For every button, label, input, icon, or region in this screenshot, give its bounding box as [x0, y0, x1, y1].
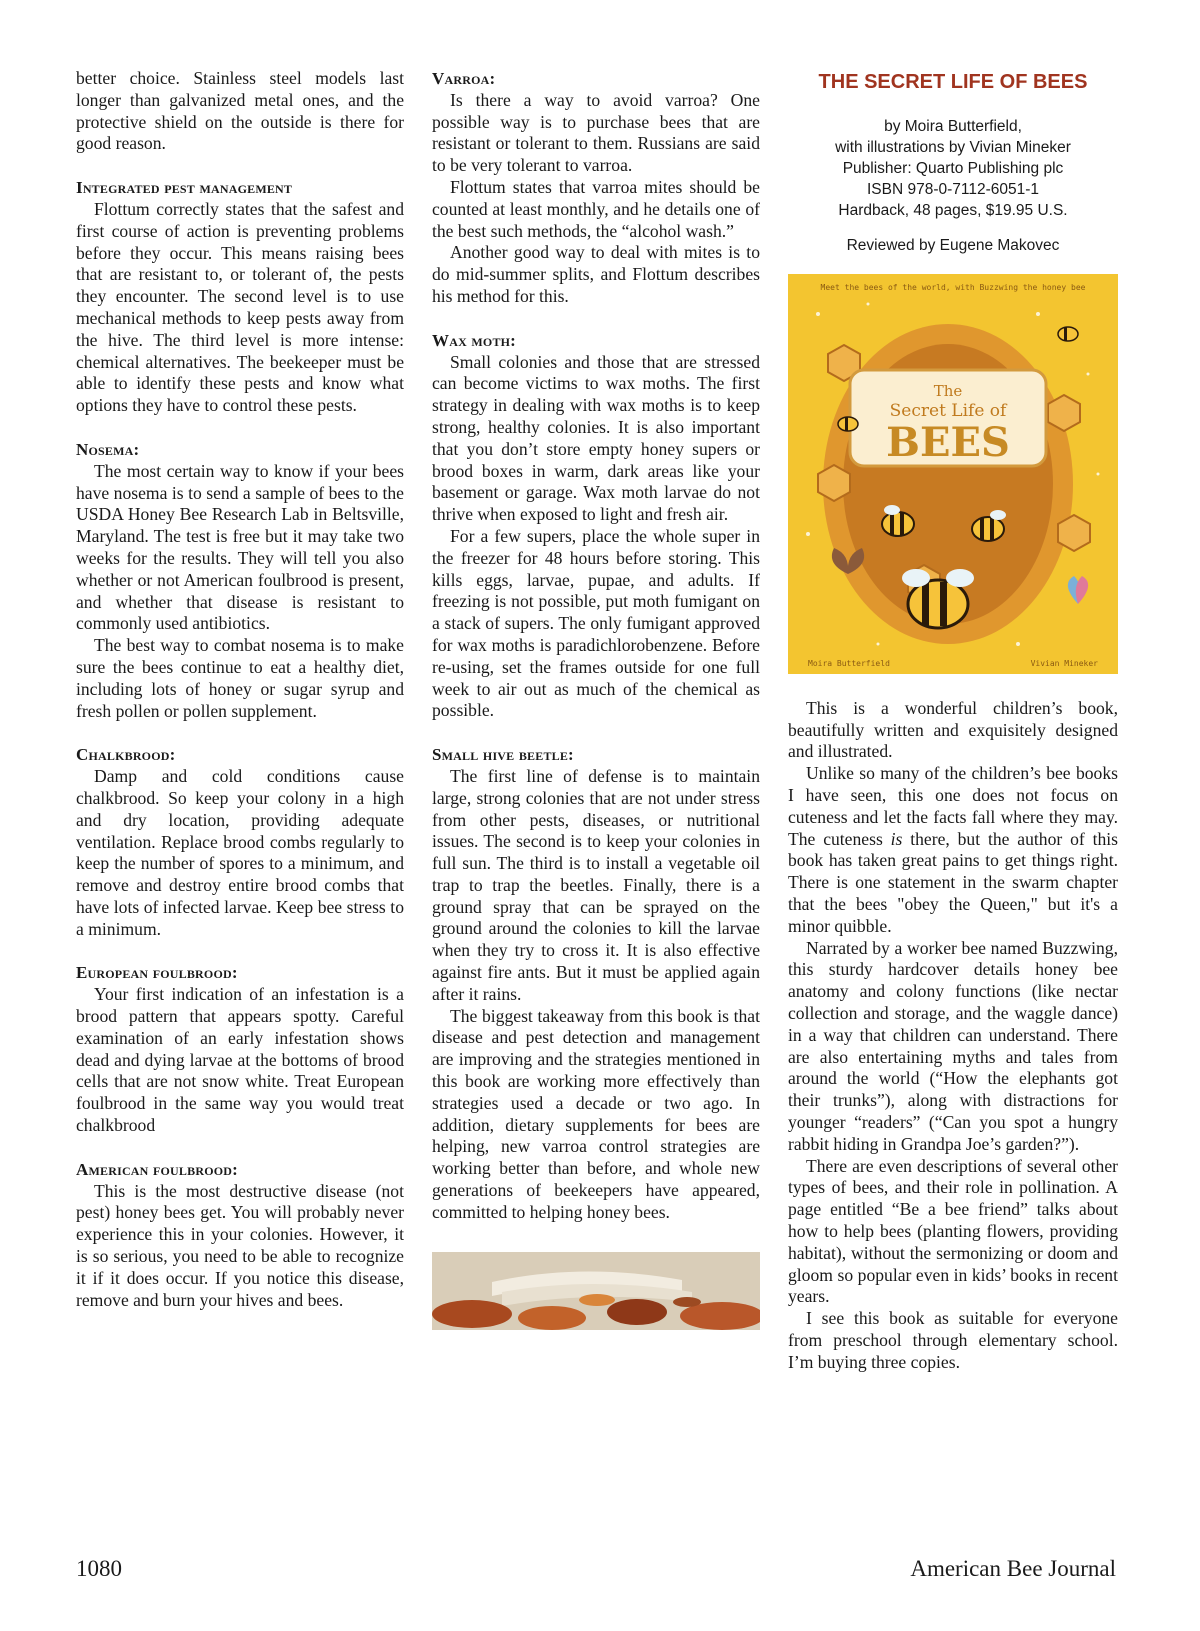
book-review: [788, 68, 1118, 1374]
photo-illustration: [432, 1252, 760, 1330]
paragraph: Another good way to deal with mites is to do mid-summer splits, and Flottum describes his method for this.: [432, 242, 760, 306]
autumn-leaves-book-photo: [432, 1252, 760, 1330]
text-span: there, but the author of this book has taken great pains to get things right. There is one statement in the swarm chapter that the bees "obey the Queen," but it's a minor quibble.: [788, 828, 1118, 936]
section-heading-efb: European foulbrood:: [76, 963, 238, 983]
section-heading-afb: American foulbrood:: [76, 1159, 238, 1179]
section-heading-small-hive-beetle: Small hive beetle:: [432, 745, 574, 765]
review-reviewer: Reviewed by Eugene Makovec: [846, 236, 1060, 254]
review-publisher: Publisher: Quarto Publishing plc: [842, 159, 1064, 177]
paragraph: Narrated by a worker bee named Buzzwing, this sturdy hardcover details honey bee anatomy and colony functions (like nectar collection and storage, and the waggle dance) in a way that children can understand. There are also entertaining myths and tales from around the world (“How the elephants got their trunks”), along with distractions for younger “readers” (“Can you spot a hungry rabbit hiding in Grandpa Joe’s garden?”).: [788, 937, 1118, 1154]
cover-author: Moira Butterfield: [808, 658, 890, 668]
bee-icon: [1058, 327, 1078, 341]
paragraph: I see this book as suitable for everyone from preschool through elementary school. I’m buying three copies.: [788, 1308, 1118, 1372]
paragraph: The most certain way to know if your bees have nosema is to send a sample of bees to the USDA Honey Bee Research Lab in Beltsville, Maryland. The test is free but it may take two weeks for the results. They will tell you also whether or not American foulbrood is present, and whether that disease is resistant to commonly used antibiotics.: [76, 460, 404, 634]
paragraph: Flottum correctly states that the safest and first course of action is preventing problems before they occur. This means raising bees that are resistant to, or tolerant of, the pests they encounter. The second level is to use mechanical methods to keep pests away from the hive. The third level is more intense: chemical alternatives. The beekeeper must be able to identify these pests and know what options they have to control these pests.: [76, 198, 404, 416]
book-cover-illustration: [788, 274, 1118, 674]
review-title: THE SECRET LIFE OF BEES: [818, 71, 1088, 93]
paragraph: Small colonies and those that are stressed can become victims to wax moths. The first strategy in dealing with wax moths is to keep strong, healthy colonies. It is also important that you don’t store empty honey supers or brood boxes in warm, dark areas like your basement or garage. Wax moth larvae do not thrive when exposed to light and fresh air.: [432, 351, 760, 525]
section-heading-varroa: Varroa:: [432, 69, 496, 88]
bee-icon: [838, 417, 858, 431]
review-author: by Moira Butterfield,: [884, 117, 1022, 135]
paragraph: There are even descriptions of several other types of bees, and their role in pollination. A page entitled “Be a bee friend” talks about how to help bees (planting flowers, providing habitat), without the sermonizing or doom and gloom so popular even in kids’ books in recent years.: [788, 1155, 1118, 1307]
review-format: Hardback, 48 pages, $19.95 U.S.: [838, 201, 1068, 219]
cover-illustrator: Vivian Mineker: [1030, 658, 1098, 668]
review-isbn: ISBN 978-0-7112-6051-1: [866, 180, 1040, 198]
paragraph: Your first indication of an infestation is a brood pattern that appears spotty. Careful examination of an early infestation shows dead and dying larvae at the bottoms of brood cells that are not snow white. Treat European foulbrood in the same way you would treat chalkbrood: [76, 984, 404, 1136]
paragraph: This is a wonderful children’s book, beautifully written and exquisitely designed and illustrated.: [788, 697, 1118, 762]
column-2: [432, 68, 760, 1330]
paragraph: For a few supers, place the whole super in the freezer for 48 hours before storing. This kills eggs, larvae, pupae, and adults. If freezing is not possible, put moth fumigant on a stack of supers. The only fumigant approved for wax moths is paradichlorobenzene. Before re-using, set the frames outside for one full week to air out as much of the chemical as possible.: [432, 525, 760, 721]
cover-tagline: Meet the bees of the world, with Buzzwing the honey bee: [820, 282, 1086, 292]
paragraph: This is the most destructive disease (not pest) honey bees get. You will probably never experience this in your colonies. However, it is so serious, you need to be able to recognize it if it does occur. If you notice this disease, remove and burn your hives and bees.: [76, 1180, 404, 1310]
cover-title-bees: BEES: [886, 418, 1010, 466]
paragraph: better choice. Stainless steel models last longer than galvanized metal ones, and the protective shield on the outside is there for good reason.: [76, 68, 404, 154]
paragraph: The best way to combat nosema is to make sure the bees continue to eat a healthy diet, including lots of honey or sugar syrup and fresh pollen or pollen supplement.: [76, 635, 404, 721]
book-cover-image: [788, 274, 1118, 674]
page-number: 1080: [76, 1556, 122, 1581]
journal-name: American Bee Journal: [910, 1556, 1116, 1581]
text-span: Unlike so many of the children’s bee books I have seen, this one does not focus on cuteness and let the facts fall where they may. The cuteness: [788, 763, 1118, 849]
paragraph: Damp and cold conditions cause chalkbrood. So keep your colony in a high and dry location, providing adequate ventilation. Replace brood combs regularly to keep the number of spores to a minimum, and remove and destroy entire brood combs that have lots of infected larvae. Keep bee stress to a minimum.: [76, 766, 404, 939]
paragraph: The biggest takeaway from this book is that disease and pest detection and management are improving and the strategies mentioned in this book are working more effectively than strategies used a decade or two ago. In addition, dietary supplements for bees are helping, new varroa control strategies are working better than before, and whole new generations of beekeepers have appeared, committed to helping honey bees.: [432, 1005, 760, 1222]
paragraph: The first line of defense is to maintain large, strong colonies that are not under stress from other pests, diseases, or nutritional issues. The second is to keep your colonies in full sun. The third is to install a vegetable oil trap to trap the beetles. Finally, there is a ground spray that can be sprayed on the ground around the colonies to kill the larvae when they try to cross it. It is also effective against fire ants. But it must be applied again after it rains.: [432, 765, 760, 1004]
column-1: [76, 68, 404, 1311]
section-heading-chalkbrood: Chalkbrood:: [76, 745, 176, 765]
cover-title-the: The: [933, 381, 963, 400]
section-heading-ipm: Integrated pest management: [76, 178, 293, 198]
paragraph: Flottum states that varroa mites should be counted at least monthly, and he details one of the best such methods, the “alcohol wash.”: [432, 176, 760, 241]
emphasis: is: [890, 828, 903, 849]
review-illustrator: with illustrations by Vivian Mineker: [835, 138, 1071, 156]
cover-title-secret: Secret Life of: [889, 400, 1007, 421]
paragraph: Is there a way to avoid varroa? One possible way is to purchase bees that are resistant or tolerant to them. Russians are said to be very tolerant to varroa.: [432, 89, 760, 176]
section-heading-wax-moth: Wax moth:: [432, 330, 517, 350]
paragraph: [788, 763, 1118, 937]
section-heading-nosema: Nosema:: [76, 439, 140, 459]
